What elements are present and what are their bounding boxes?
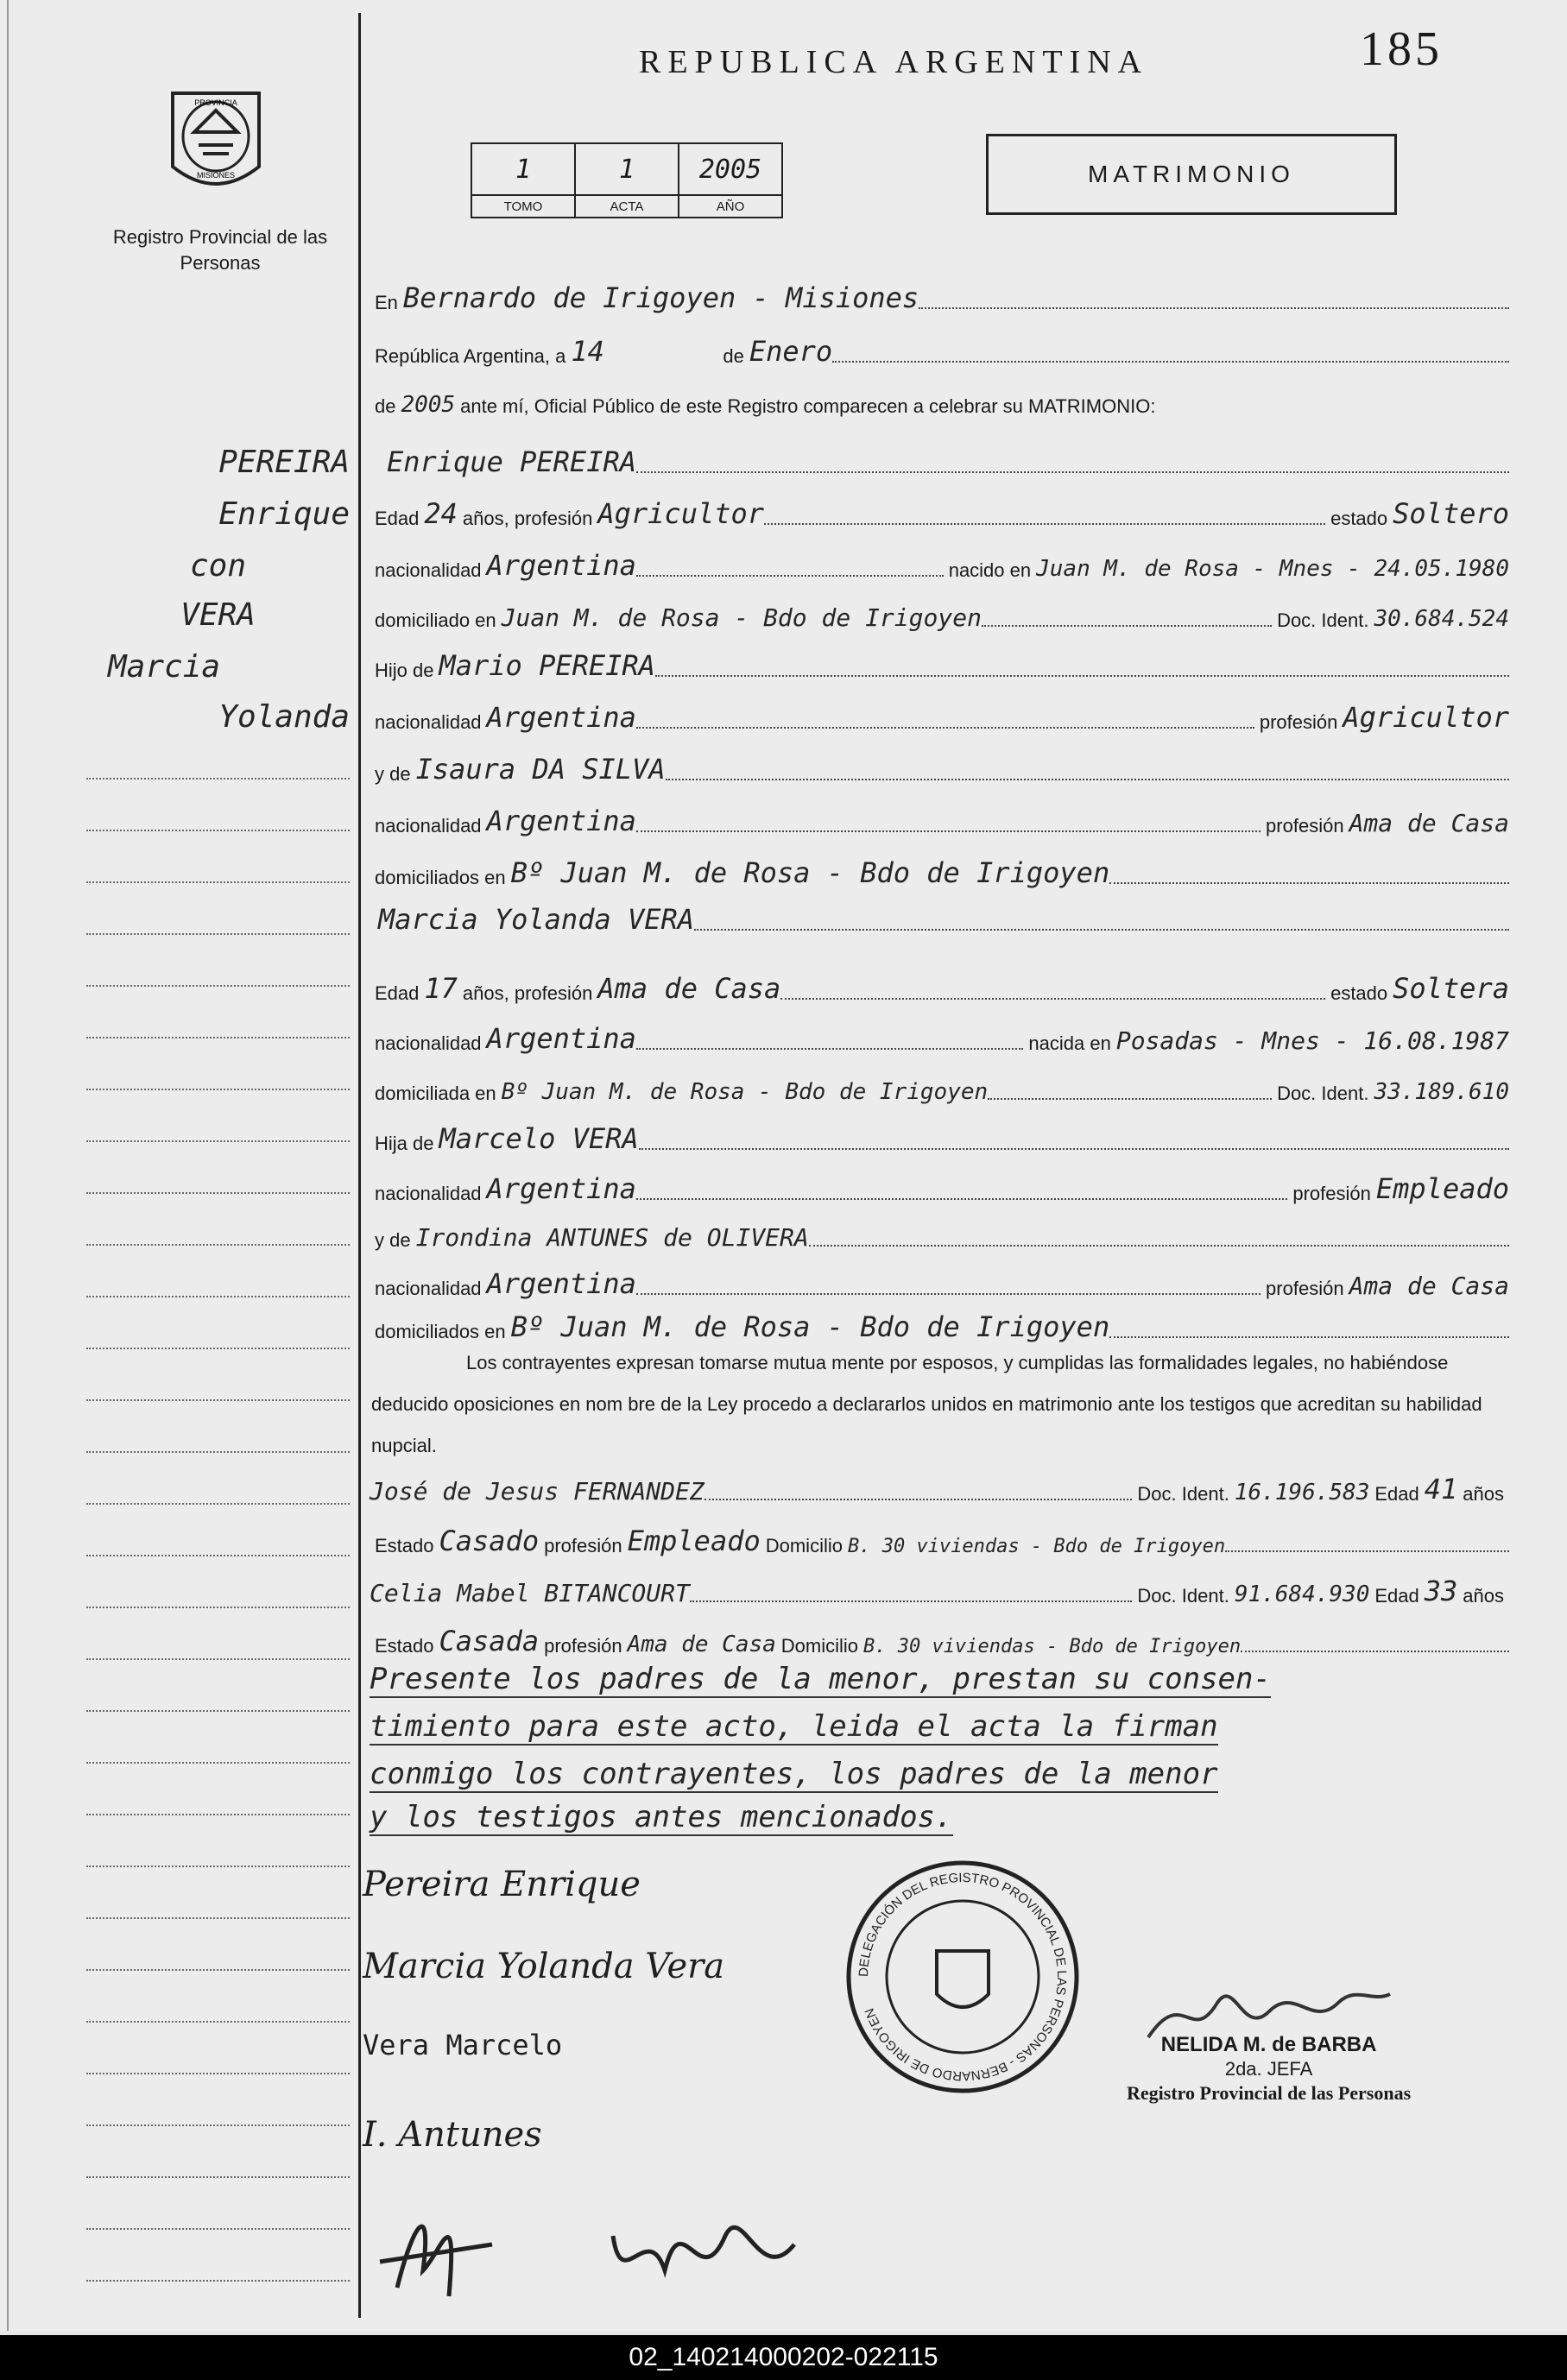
annotation-line-1: Presente los padres de la menor, prestan su consen-	[370, 1662, 1271, 1696]
year-row	[370, 380, 1509, 418]
record-type-box: MATRIMONIO	[986, 134, 1397, 215]
official-stamp-icon	[842, 1856, 1084, 2098]
svg-text:DELEGACIÓN DEL REGISTRO PROVIN: DELEGACIÓN DEL REGISTRO PROVINCIAL DE LAS PERSONAS - BERNARDO DE IRIGOYEN	[856, 1870, 1070, 2084]
republica-label: República Argentina, a	[375, 345, 566, 367]
footer-id: 02_140214000202-022115	[0, 2335, 1567, 2380]
signature-father: Vera Marcelo	[363, 2029, 563, 2061]
official-block	[1127, 2033, 1411, 2105]
margin-divider	[358, 13, 361, 2318]
bride-birth-row: nacionalidad Argentina nacida en Posadas - Mnes - 16.08.1987	[375, 1022, 1509, 1055]
witness-1-detail-row: Estado Casado profesión Empleado Domicilio B. 30 viviendas - Bdo de Irigoyen	[370, 1519, 1509, 1557]
groom-address: Juan M. de Rosa - Bdo de Irigoyen	[501, 603, 982, 632]
bride-status: Soltera	[1393, 972, 1509, 1005]
groom-doc: 30.684.524	[1374, 606, 1509, 632]
bride-address-row: domiciliada en Bº Juan M. de Rosa - Bdo de Irigoyen Doc. Ident. 33.189.610	[375, 1079, 1509, 1105]
month-value: Enero	[749, 335, 833, 368]
official-title: 2da. JEFA	[1224, 2058, 1313, 2080]
page-number: 185	[1360, 22, 1443, 76]
groom-name-row	[370, 440, 1509, 478]
groom-status: Soltero	[1393, 497, 1509, 530]
annotation-line-2: timiento para este acto, leida el acta la firman	[370, 1709, 1218, 1744]
page-edge	[7, 0, 9, 2331]
margin-name-3: con	[189, 548, 247, 584]
groom-mother: Isaura DA SILVA	[415, 753, 666, 786]
margin-name-2: Enrique	[218, 496, 350, 532]
ano-label: AÑO	[679, 195, 782, 218]
signature-groom: Pereira Enrique	[363, 1865, 641, 1904]
signature-bride: Marcia Yolanda Vera	[363, 1947, 725, 1986]
witness-2-row: Celia Mabel BITANCOURT Doc. Ident. 91.684.930 Edad 33 años	[370, 1575, 1504, 1607]
witness-2-detail-row: Estado Casada profesión Ama de Casa Domicilio B. 30 viviendas - Bdo de Irigoyen	[370, 1619, 1509, 1657]
ante-text: ante mí, Oficial Público de este Registro comparecen a celebrar su MATRIMONIO:	[460, 395, 1156, 417]
bride-birthplace: Posadas - Mnes - 16.08.1987	[1115, 1026, 1509, 1055]
day-value: 14	[571, 335, 604, 368]
margin-name-1: PEREIRA	[218, 445, 350, 480]
bride-doc: 33.189.610	[1374, 1079, 1509, 1105]
groom-father-nat-row: nacionalidad Argentina profesión Agricultor	[375, 701, 1509, 734]
groom-mother-row: y de Isaura DA SILVA	[370, 748, 1509, 786]
margin-name-4: VERA	[180, 597, 256, 633]
groom-age: 24	[424, 497, 458, 530]
de-label: de	[723, 345, 744, 367]
bride-name-row	[370, 898, 1509, 936]
witness-2-name: Celia Mabel BITANCOURT	[370, 1579, 690, 1607]
official-name: NELIDA M. de BARBA	[1160, 2033, 1377, 2056]
signature-mother: I. Antunes	[363, 2115, 542, 2155]
bride-address: Bº Juan M. de Rosa - Bdo de Irigoyen	[501, 1079, 989, 1105]
groom-mother-nat-row: nacionalidad Argentina profesión Ama de Casa	[375, 805, 1509, 837]
groom-father-row: Hijo de Mario PEREIRA	[370, 644, 1509, 682]
bride-mother-row: y de Irondina ANTUNES de OLIVERA	[370, 1214, 1509, 1252]
legal-text: Los contrayentes expresan tomarse mutua mente por esposos, y cumplidas las formalidades legales, no habiéndose deducido oposiciones en nom bre de la Ley procedo a declararlos unidos en matrimonio ante los testigos que acreditan su habilidad nupcial.	[371, 1352, 1482, 1456]
en-label: En	[375, 292, 398, 313]
de-label-2: de	[375, 395, 396, 417]
tomo-acta-table	[471, 142, 783, 218]
witness-1-name: José de Jesus FERNANDEZ	[370, 1477, 705, 1506]
bride-name: Marcia Yolanda VERA	[378, 903, 695, 936]
year-value: 2005	[401, 392, 456, 418]
seal-top-text: PROVINCIA	[194, 98, 237, 107]
bride-father-nat-row: nacionalidad Argentina profesión Empleado	[375, 1172, 1509, 1205]
witness-1-row: José de Jesus FERNANDEZ Doc. Ident. 16.196.583 Edad 41 años	[370, 1473, 1504, 1506]
groom-father: Mario PEREIRA	[439, 649, 655, 682]
groom-birthplace: Juan M. de Rosa - Mnes - 24.05.1980	[1036, 556, 1509, 582]
official-office: Registro Provincial de las Personas	[1127, 2082, 1412, 2104]
acta-value: 1	[575, 143, 679, 195]
bride-father-row: Hija de Marcelo VERA	[370, 1117, 1509, 1155]
place-row	[370, 276, 1509, 314]
margin-name-5: Marcia	[108, 649, 221, 685]
seal-bottom-text: MISIONES	[196, 171, 236, 180]
groom-birth-row: nacionalidad Argentina nacido en Juan M. de Rosa - Mnes - 24.05.1980	[375, 549, 1509, 582]
bride-mother-nat-row: nacionalidad Argentina profesión Ama de Casa	[375, 1267, 1509, 1300]
bride-age: 17	[424, 972, 458, 1005]
groom-name: Enrique PEREIRA	[387, 445, 636, 478]
witness-signatures-icon	[363, 2167, 881, 2314]
tomo-label: TOMO	[471, 195, 575, 218]
bride-parents-address-row: domiciliados en Bº Juan M. de Rosa - Bdo de Irigoyen	[370, 1305, 1509, 1343]
groom-profession: Agricultor	[597, 497, 765, 530]
annotation-line-4: y los testigos antes mencionados.	[370, 1800, 953, 1834]
ano-value: 2005	[679, 143, 782, 195]
margin-name-6: Yolanda	[218, 699, 350, 735]
place-value: Bernardo de Irigoyen - Misiones	[402, 281, 919, 314]
bride-age-row: Edad 17 años, profesión Ama de Casa estado Soltera	[375, 972, 1509, 1005]
province-seal-icon	[164, 85, 268, 205]
registry-name: Registro Provincial de las Personas	[112, 226, 328, 274]
bride-profession: Ama de Casa	[597, 972, 781, 1005]
country-heading: REPUBLICA ARGENTINA	[639, 44, 1149, 80]
date-row	[370, 330, 1509, 368]
groom-nationality: Argentina	[486, 549, 636, 582]
groom-age-row: Edad 24 años, profesión Agricultor estado Soltero	[375, 497, 1509, 530]
tomo-value: 1	[471, 143, 575, 195]
annotation-line-3: conmigo los contrayentes, los padres de la menor	[370, 1757, 1218, 1791]
groom-address-row: domiciliado en Juan M. de Rosa - Bdo de Irigoyen Doc. Ident. 30.684.524	[375, 603, 1509, 632]
bride-mother: Irondina ANTUNES de OLIVERA	[415, 1223, 809, 1252]
groom-parents-address-row: domiciliados en Bº Juan M. de Rosa - Bdo de Irigoyen	[370, 851, 1509, 889]
bride-father: Marcelo VERA	[439, 1122, 639, 1155]
acta-label: ACTA	[575, 195, 679, 218]
